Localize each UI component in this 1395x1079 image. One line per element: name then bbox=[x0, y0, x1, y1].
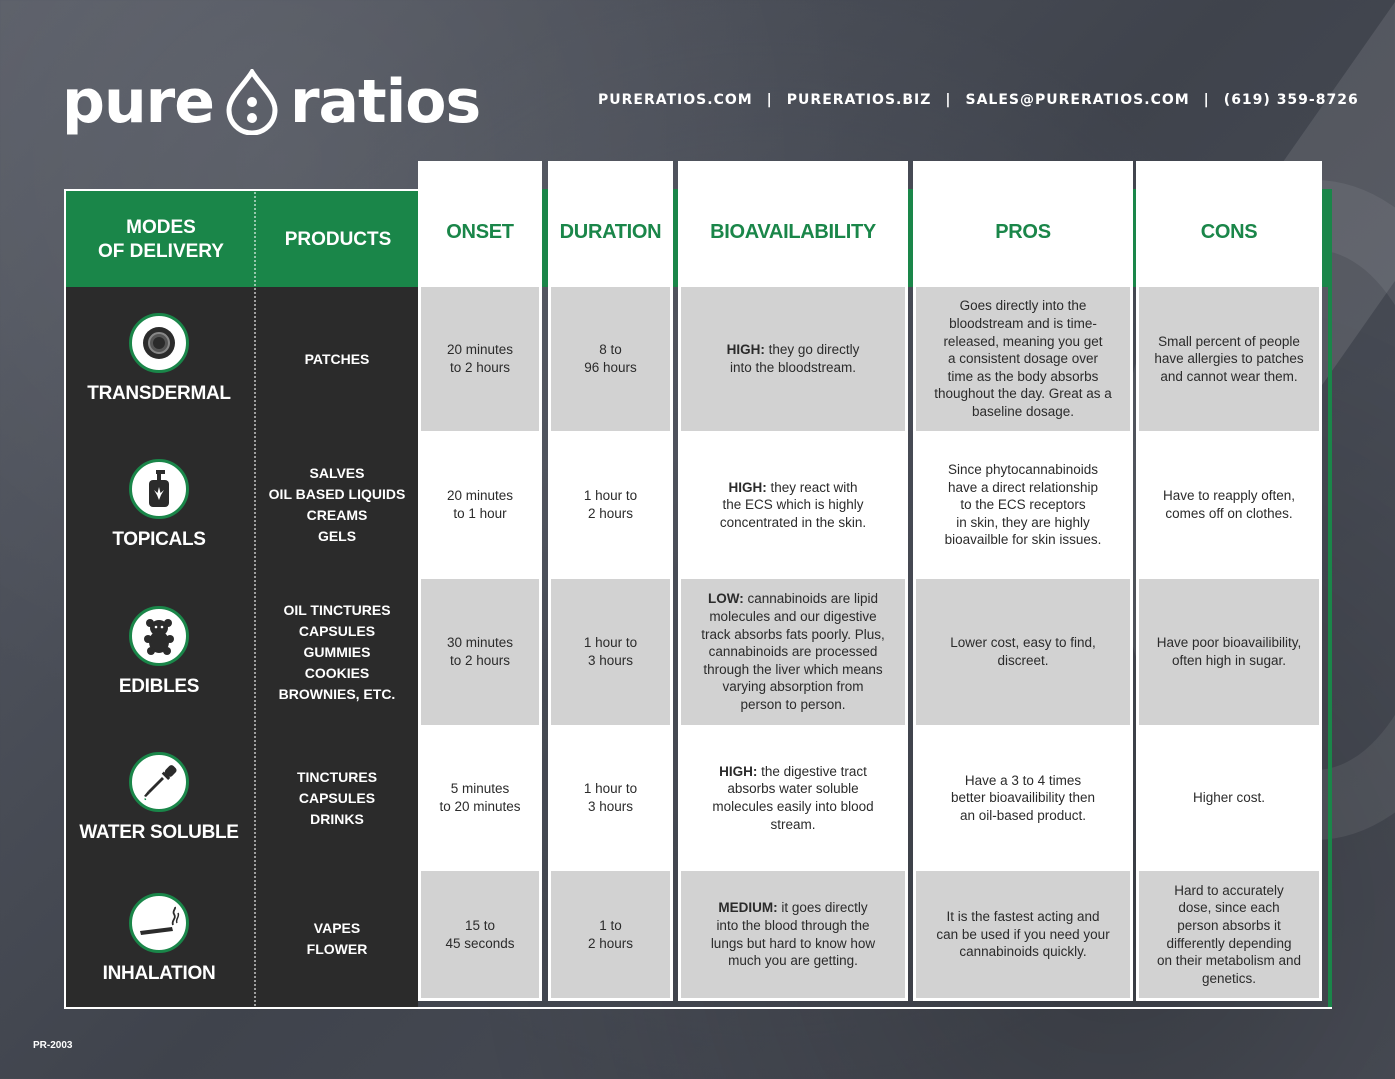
cell-line: stream. bbox=[770, 816, 816, 832]
cell-line: 96 hours bbox=[584, 360, 637, 375]
cell-line: to 1 hour bbox=[453, 506, 507, 521]
duration-cell-edibles bbox=[551, 579, 670, 725]
cell-line: Have a 3 to 4 times bbox=[964, 772, 1082, 788]
product-item: PATCHES bbox=[304, 350, 370, 367]
dropper-icon bbox=[129, 752, 189, 812]
products-cell bbox=[256, 725, 418, 871]
cell-line: 5 minutes bbox=[450, 781, 510, 797]
product-item: TINCTURES bbox=[296, 768, 378, 785]
mode-label: TRANSDERMAL bbox=[87, 383, 231, 404]
contact-separator: | bbox=[945, 92, 952, 108]
cell-line: lungs but hard to know how bbox=[710, 935, 876, 951]
left-header bbox=[64, 189, 418, 287]
bio-level: HIGH: bbox=[719, 763, 758, 779]
pros-cell-water-soluble bbox=[916, 725, 1130, 871]
cell-line: have allergies to patches bbox=[1154, 351, 1304, 367]
product-item: GUMMIES bbox=[303, 643, 371, 660]
cell-line: Since phytocannabinoids bbox=[947, 462, 1099, 478]
cell-text: the digestive tract bbox=[757, 763, 867, 779]
table-right-border bbox=[1328, 189, 1332, 1009]
cell-line: bioavailble for skin issues. bbox=[944, 532, 1102, 548]
mode-label: TOPICALS bbox=[112, 529, 206, 550]
pros-cell-edibles bbox=[916, 579, 1130, 725]
product-item: CREAMS bbox=[306, 507, 368, 523]
product-item: OIL BASED LIQUIDS bbox=[268, 486, 406, 502]
cell-line: person to person. bbox=[740, 696, 846, 712]
header-modes-of-delivery bbox=[66, 191, 256, 289]
product-item: GELS bbox=[317, 528, 357, 544]
cell-line: in skin, they are highly bbox=[956, 514, 1090, 530]
onset-cell-transdermal bbox=[421, 287, 539, 431]
cell-line: 1 to bbox=[599, 917, 622, 933]
onset-cell-water-soluble bbox=[421, 725, 539, 871]
cell-line: dose, since each bbox=[1178, 900, 1280, 916]
cons-cell-topicals bbox=[1139, 431, 1319, 579]
cell-line: Small percent of people bbox=[1158, 333, 1300, 349]
product-item: CAPSULES bbox=[298, 789, 376, 806]
cell-line: to 2 hours bbox=[449, 653, 511, 668]
cell-text: they go directly bbox=[764, 342, 860, 358]
brand-logo[interactable] bbox=[62, 62, 480, 142]
cell-line: can be used if you need your bbox=[936, 926, 1110, 942]
cell-line: differently depending bbox=[1166, 935, 1292, 951]
cell-line: 3 hours bbox=[587, 799, 634, 814]
column-bioavailability bbox=[678, 161, 908, 1001]
header-onset: ONSET bbox=[421, 164, 539, 290]
pros-cell-transdermal bbox=[916, 287, 1130, 431]
product-item: COOKIES bbox=[304, 664, 370, 681]
header-modes-line1: MODES bbox=[126, 217, 196, 238]
bio-cell-inhalation bbox=[681, 871, 905, 998]
bio-level: HIGH: bbox=[726, 342, 765, 358]
products-cell bbox=[256, 871, 418, 1007]
header-cons: CONS bbox=[1139, 164, 1319, 290]
cell-line: Have to reapply often, bbox=[1162, 488, 1296, 504]
contact-website-com[interactable]: PURERATIOS.COM bbox=[598, 92, 753, 108]
cell-line: molecules and our digestive bbox=[709, 609, 877, 625]
cell-line: often high in sugar. bbox=[1171, 653, 1287, 668]
duration-cell-topicals bbox=[551, 431, 670, 579]
row-topicals bbox=[64, 431, 418, 579]
products-cell bbox=[256, 579, 418, 725]
cell-line: person absorbs it bbox=[1177, 917, 1281, 933]
vape-pen-icon bbox=[129, 893, 189, 953]
cell-line: better bioavailibility then bbox=[950, 790, 1096, 806]
cell-line: 15 to bbox=[464, 917, 496, 933]
cell-text: it goes directly bbox=[777, 900, 868, 916]
cell-line: varying absorption from bbox=[722, 679, 864, 695]
cell-line: concentrated in the skin. bbox=[719, 514, 867, 530]
cell-line: comes off on clothes. bbox=[1165, 506, 1293, 521]
mode-cell bbox=[64, 725, 254, 871]
duration-cell-water-soluble bbox=[551, 725, 670, 871]
bio-level: HIGH: bbox=[728, 479, 767, 495]
onset-cell-inhalation bbox=[421, 871, 539, 998]
cell-line: released, meaning you get bbox=[943, 333, 1103, 349]
cons-cell-edibles bbox=[1139, 579, 1319, 725]
pros-cell-inhalation bbox=[916, 871, 1130, 998]
cell-line bbox=[719, 763, 867, 781]
bio-cell-edibles bbox=[681, 579, 905, 725]
cell-line: 1 hour to bbox=[583, 781, 638, 797]
cell-line: to the ECS receptors bbox=[960, 497, 1086, 513]
bio-level: LOW: bbox=[707, 591, 744, 607]
cell-line: Hard to accurately bbox=[1174, 882, 1284, 898]
cell-line: It is the fastest acting and bbox=[946, 909, 1100, 925]
gummy-bear-icon bbox=[129, 606, 189, 666]
contact-separator: | bbox=[1203, 92, 1210, 108]
header-duration: DURATION bbox=[551, 164, 670, 290]
cell-line: much you are getting. bbox=[728, 953, 858, 969]
cell-line: on their metabolism and bbox=[1156, 953, 1302, 969]
cell-line: discreet. bbox=[997, 653, 1049, 668]
drop-ratio-icon bbox=[224, 69, 280, 135]
row-inhalation bbox=[64, 871, 418, 1007]
cell-line: 45 seconds bbox=[445, 935, 515, 951]
cons-cell-transdermal bbox=[1139, 287, 1319, 431]
document-code: PR-2003 bbox=[33, 1040, 73, 1051]
header-products: PRODUCTS bbox=[284, 229, 392, 250]
cell-text: cannabinoids are lipid bbox=[743, 591, 879, 607]
cell-line: track absorbs fats poorly. Plus, bbox=[701, 626, 885, 642]
product-item: OIL TINCTURES bbox=[283, 601, 391, 618]
mode-cell bbox=[64, 431, 254, 579]
cell-line: into the bloodstream. bbox=[729, 360, 857, 375]
onset-cell-edibles bbox=[421, 579, 539, 725]
bio-cell-topicals bbox=[681, 431, 905, 579]
bio-cell-water-soluble bbox=[681, 725, 905, 871]
cell-line: 1 hour to bbox=[583, 488, 638, 504]
product-item: FLOWER bbox=[306, 941, 368, 957]
cell-line bbox=[718, 899, 867, 917]
onset-cell-topicals bbox=[421, 431, 539, 579]
duration-cell-transdermal bbox=[551, 287, 670, 431]
cell-line bbox=[708, 590, 878, 608]
row-edibles bbox=[64, 579, 418, 725]
duration-cell-inhalation bbox=[551, 871, 670, 998]
product-item: CAPSULES bbox=[298, 622, 376, 639]
cell-line: 30 minutes bbox=[446, 635, 514, 651]
column-pros bbox=[913, 161, 1133, 1001]
mode-label: EDIBLES bbox=[118, 676, 200, 697]
cell-line: the ECS which is highly bbox=[722, 497, 864, 513]
table-bottom-border bbox=[64, 1007, 1332, 1009]
cell-line: cannabinoids are processed bbox=[708, 644, 878, 660]
cell-line: Have poor bioavailibility, bbox=[1156, 635, 1302, 651]
contact-separator: | bbox=[766, 92, 773, 108]
cell-line: a consistent dosage over bbox=[947, 351, 1099, 367]
cell-line: baseline dosage. bbox=[971, 403, 1075, 419]
cell-line: 2 hours bbox=[587, 506, 634, 521]
cell-line bbox=[728, 479, 857, 497]
brand-word-pure: pure bbox=[62, 67, 214, 137]
cell-line bbox=[727, 341, 860, 359]
contact-email[interactable]: SALES@PURERATIOS.COM bbox=[965, 92, 1190, 108]
row-transdermal bbox=[64, 287, 418, 431]
mode-cell bbox=[64, 287, 254, 431]
cons-cell-water-soluble bbox=[1139, 725, 1319, 871]
header-bioavailability: BIOAVAILABILITY bbox=[681, 164, 905, 290]
cell-line: cannabinoids quickly. bbox=[959, 944, 1087, 960]
cell-line: have a direct relationship bbox=[947, 479, 1099, 495]
column-duration bbox=[548, 161, 673, 1001]
cell-line: Higher cost. bbox=[1192, 790, 1266, 806]
cell-line: into the blood through the bbox=[716, 917, 870, 933]
contact-website-biz[interactable]: PURERATIOS.BIZ bbox=[786, 92, 932, 108]
cell-line: 1 hour to bbox=[583, 635, 638, 651]
column-onset bbox=[418, 161, 542, 1001]
cell-line: time as the body absorbs bbox=[947, 368, 1099, 384]
header-modes-line2: OF DELIVERY bbox=[98, 241, 224, 262]
product-item: VAPES bbox=[313, 920, 361, 936]
contact-phone[interactable]: (619) 359-8726 bbox=[1223, 92, 1359, 108]
cell-line: Goes directly into the bbox=[959, 298, 1087, 314]
contact-bar bbox=[598, 92, 1359, 108]
header-pros: PROS bbox=[916, 164, 1130, 290]
cell-line: 20 minutes bbox=[446, 342, 514, 358]
lotion-bottle-icon bbox=[129, 459, 189, 519]
cell-line: 3 hours bbox=[587, 653, 634, 668]
cell-line: 8 to bbox=[599, 342, 622, 358]
cell-line: bloodstream and is time- bbox=[949, 316, 1097, 332]
cell-line: to 20 minutes bbox=[439, 799, 521, 814]
mode-label: WATER SOLUBLE bbox=[79, 822, 239, 843]
cell-line: to 2 hours bbox=[449, 360, 511, 375]
cell-line: 20 minutes bbox=[446, 488, 514, 504]
mode-label: INHALATION bbox=[102, 963, 216, 984]
products-cell bbox=[256, 431, 418, 579]
bio-level: MEDIUM: bbox=[718, 900, 778, 916]
column-cons bbox=[1136, 161, 1322, 1001]
brand-word-ratios: ratios bbox=[289, 67, 481, 137]
patch-icon bbox=[129, 313, 189, 373]
pros-cell-topicals bbox=[916, 431, 1130, 579]
cell-line: thoughout the day. Great as a bbox=[934, 386, 1112, 402]
cell-line: through the liver which means bbox=[703, 661, 883, 677]
mode-cell bbox=[64, 871, 254, 1007]
cell-line: genetics. bbox=[1201, 970, 1257, 986]
cell-line: and cannot wear them. bbox=[1160, 368, 1298, 384]
cell-line: Lower cost, easy to find, bbox=[950, 635, 1096, 651]
cell-line: absorbs water soluble bbox=[727, 781, 859, 797]
product-item: BROWNIES, ETC. bbox=[278, 685, 396, 702]
bio-cell-transdermal bbox=[681, 287, 905, 431]
cell-text: they react with bbox=[766, 479, 858, 495]
product-item: SALVES bbox=[309, 465, 365, 481]
cons-cell-inhalation bbox=[1139, 871, 1319, 998]
product-item: DRINKS bbox=[310, 810, 364, 827]
mode-cell bbox=[64, 579, 254, 725]
cell-line: an oil-based product. bbox=[959, 807, 1087, 823]
products-cell bbox=[256, 287, 418, 431]
row-water-soluble bbox=[64, 725, 418, 871]
cell-line: molecules easily into blood bbox=[712, 799, 874, 814]
cell-line: 2 hours bbox=[587, 935, 634, 951]
